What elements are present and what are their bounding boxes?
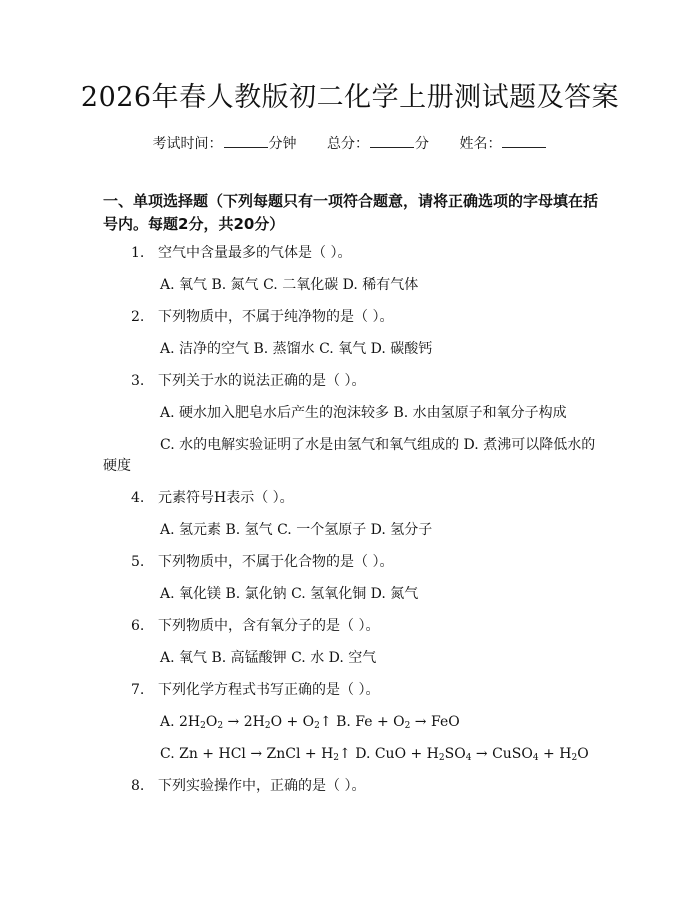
question-number: 7.: [131, 682, 145, 698]
exam-info-row: [0, 133, 700, 154]
equation-text: A. 2H: [160, 714, 201, 730]
equation-text: C. Zn + HCl → ZnCl + H: [160, 746, 334, 762]
subscript: 2: [571, 753, 578, 763]
subscript: 2: [314, 721, 320, 731]
equation-text: O: [577, 746, 589, 762]
question-number: 6.: [131, 618, 145, 634]
subscript: 2: [217, 721, 224, 731]
question-number: 2.: [131, 309, 145, 325]
question-number: 8.: [131, 778, 145, 794]
equation-text: O: [205, 714, 218, 730]
equation-text: ↑ B. Fe + O: [319, 714, 405, 730]
subscript: 2: [438, 753, 445, 763]
total-score-unit: 分: [415, 136, 429, 152]
subscript: 2: [404, 721, 411, 731]
page-title: 2026年春人教版初二化学上册测试题及答案: [80, 82, 620, 113]
option-line: A. 氢元素 B. 氢气 C. 一个氢原子 D. 氢分子: [160, 522, 433, 538]
equation-text: + H: [538, 746, 572, 762]
equation-option-line: [160, 744, 589, 764]
question-number: 5.: [131, 554, 145, 570]
equation-text: → FeO: [410, 714, 460, 730]
total-score-field: [327, 133, 429, 154]
exam-time-blank[interactable]: [224, 133, 268, 148]
question-number: 3.: [131, 373, 145, 389]
option-line: A. 洁净的空气 B. 蒸馏水 C. 氧气 D. 碳酸钙: [160, 341, 433, 357]
option-wrap-text: 硬度: [103, 458, 131, 474]
option-line: C. 水的电解实验证明了水是由氢气和氧气组成的 D. 煮沸可以降低水的: [160, 437, 596, 453]
question-text: 元素符号H表示（ ）。: [158, 490, 294, 506]
subscript: 2: [333, 753, 340, 763]
question-text: 下列化学方程式书写正确的是（ ）。: [158, 682, 380, 698]
question-text: 下列物质中，不属于化合物的是（ ）。: [158, 554, 394, 570]
question-text: 空气中含量最多的气体是（ ）。: [158, 245, 352, 261]
total-score-blank[interactable]: [370, 133, 414, 148]
subscript: 4: [465, 753, 472, 763]
subscript: 4: [532, 753, 539, 763]
subscript: 2: [200, 721, 206, 731]
name-label: 姓名：: [459, 136, 502, 152]
equation-text: ↑ D. CuO + H: [339, 746, 439, 762]
question-number: 4.: [131, 490, 145, 506]
question-number: 1.: [131, 245, 145, 261]
exam-time-label: 考试时间：: [152, 136, 223, 152]
question-text: 下列物质中，含有氧分子的是（ ）。: [158, 618, 380, 634]
equation-text: → 2H: [223, 714, 265, 730]
section-heading: 一、单项选择题（下列每题只有一项符合题意，请将正确选项的字母填在括号内。每题2分，共20分）: [103, 192, 599, 233]
option-line: A. 氧气 B. 高锰酸钾 C. 水 D. 空气: [160, 650, 377, 666]
question-text: 下列实验操作中，正确的是（ ）。: [158, 778, 366, 794]
equation-option-line: [160, 712, 460, 732]
name-field: [459, 133, 547, 154]
equation-text: → CuSO: [471, 746, 533, 762]
question-text: 下列关于水的说法正确的是（ ）。: [158, 373, 366, 389]
equation-text: O + O: [270, 714, 315, 730]
name-blank[interactable]: [502, 133, 546, 148]
option-line: A. 硬水加入肥皂水后产生的泡沫较多 B. 水由氢原子和氧分子构成: [160, 405, 567, 421]
total-score-label: 总分：: [327, 136, 369, 152]
equation-text: SO: [444, 746, 466, 762]
option-line: A. 氧气 B. 氮气 C. 二氧化碳 D. 稀有气体: [160, 277, 419, 293]
subscript: 2: [264, 721, 271, 731]
option-line: A. 氧化镁 B. 氯化钠 C. 氢氧化铜 D. 氮气: [160, 586, 419, 602]
question-text: 下列物质中，不属于纯净物的是（ ）。: [158, 309, 394, 325]
exam-time-field: [153, 133, 297, 154]
exam-time-unit: 分钟: [268, 136, 297, 152]
